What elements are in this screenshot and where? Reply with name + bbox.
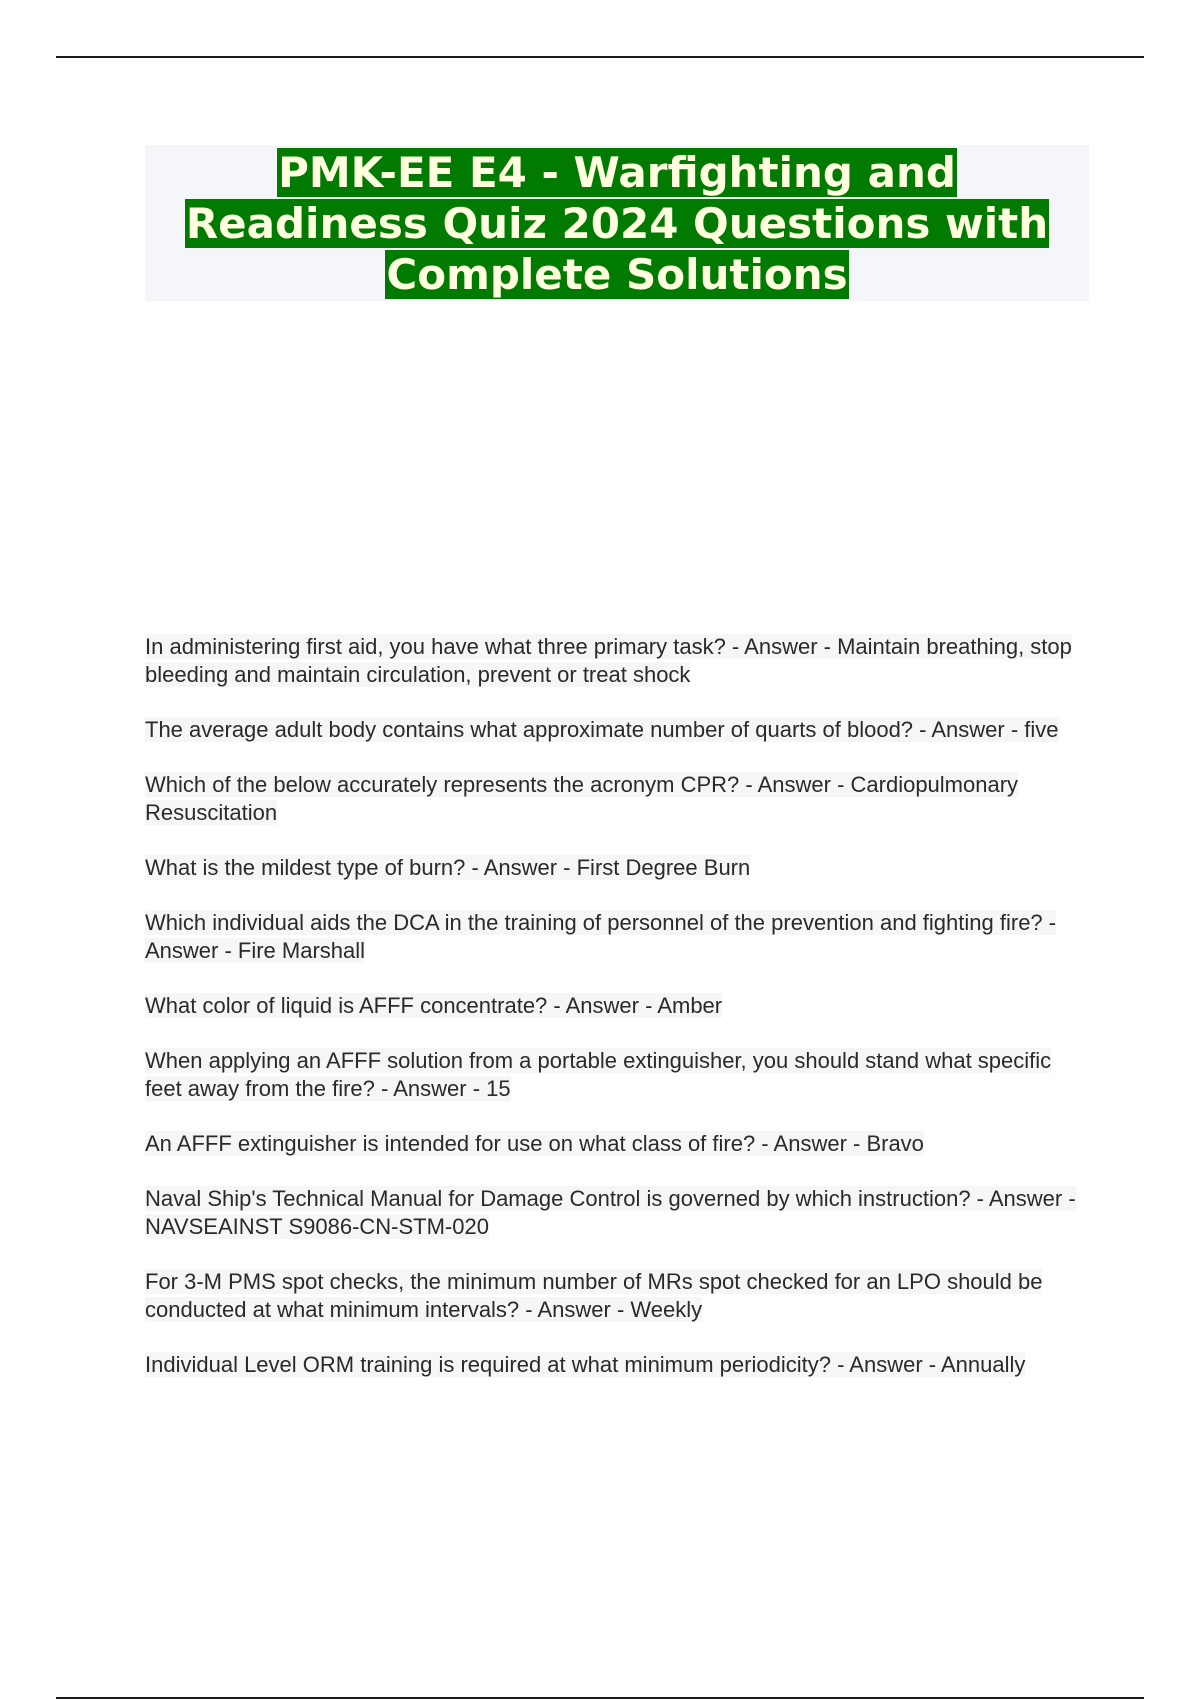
qa-text: What is the mildest type of burn? - Answer - First Degree Burn xyxy=(145,855,751,880)
qa-item xyxy=(145,716,1089,744)
qa-text: An AFFF extinguisher is intended for use on what class of fire? - Answer - Bravo xyxy=(145,1131,924,1156)
qa-text: Individual Level ORM training is required at what minimum periodicity? - Answer - Annually xyxy=(145,1352,1026,1377)
qa-text: When applying an AFFF solution from a portable extinguisher, you should stand what specific feet away from the fire? - Answer - 15 xyxy=(145,1048,1052,1101)
qa-item xyxy=(145,1185,1089,1241)
qa-text: In administering first aid, you have what three primary task? - Answer - Maintain breathing, stop bleeding and maintain circulation, prevent or treat shock xyxy=(145,634,1072,687)
title-line-2: Readiness Quiz 2024 Questions with xyxy=(185,199,1049,248)
qa-item xyxy=(145,854,1089,882)
title-line-1: PMK-EE E4 - Warfighting and xyxy=(278,148,956,197)
question-answer-list xyxy=(145,633,1089,1406)
qa-item xyxy=(145,1351,1089,1379)
qa-item xyxy=(145,1268,1089,1324)
qa-text: Naval Ship's Technical Manual for Damage Control is governed by which instruction? - Answer - NAVSEAINST S9086-CN-STM-020 xyxy=(145,1186,1076,1239)
title-line-3: Complete Solutions xyxy=(386,250,848,299)
qa-item xyxy=(145,633,1089,689)
qa-text: What color of liquid is AFFF concentrate? - Answer - Amber xyxy=(145,993,723,1018)
qa-text: Which individual aids the DCA in the training of personnel of the prevention and fighting fire? - Answer - Fire Marshall xyxy=(145,910,1057,963)
qa-item xyxy=(145,1130,1089,1158)
qa-text: For 3-M PMS spot checks, the minimum number of MRs spot checked for an LPO should be conducted at what minimum intervals? - Answer - Weekly xyxy=(145,1269,1043,1322)
qa-item xyxy=(145,771,1089,827)
bottom-rule xyxy=(56,1697,1144,1699)
qa-item xyxy=(145,1047,1089,1103)
qa-item xyxy=(145,909,1089,965)
qa-text: Which of the below accurately represents the acronym CPR? - Answer - Cardiopulmonary Resuscitation xyxy=(145,772,1019,825)
top-rule xyxy=(56,56,1144,58)
qa-text: The average adult body contains what approximate number of quarts of blood? - Answer - five xyxy=(145,717,1059,742)
qa-item xyxy=(145,992,1089,1020)
document-title xyxy=(145,145,1089,301)
